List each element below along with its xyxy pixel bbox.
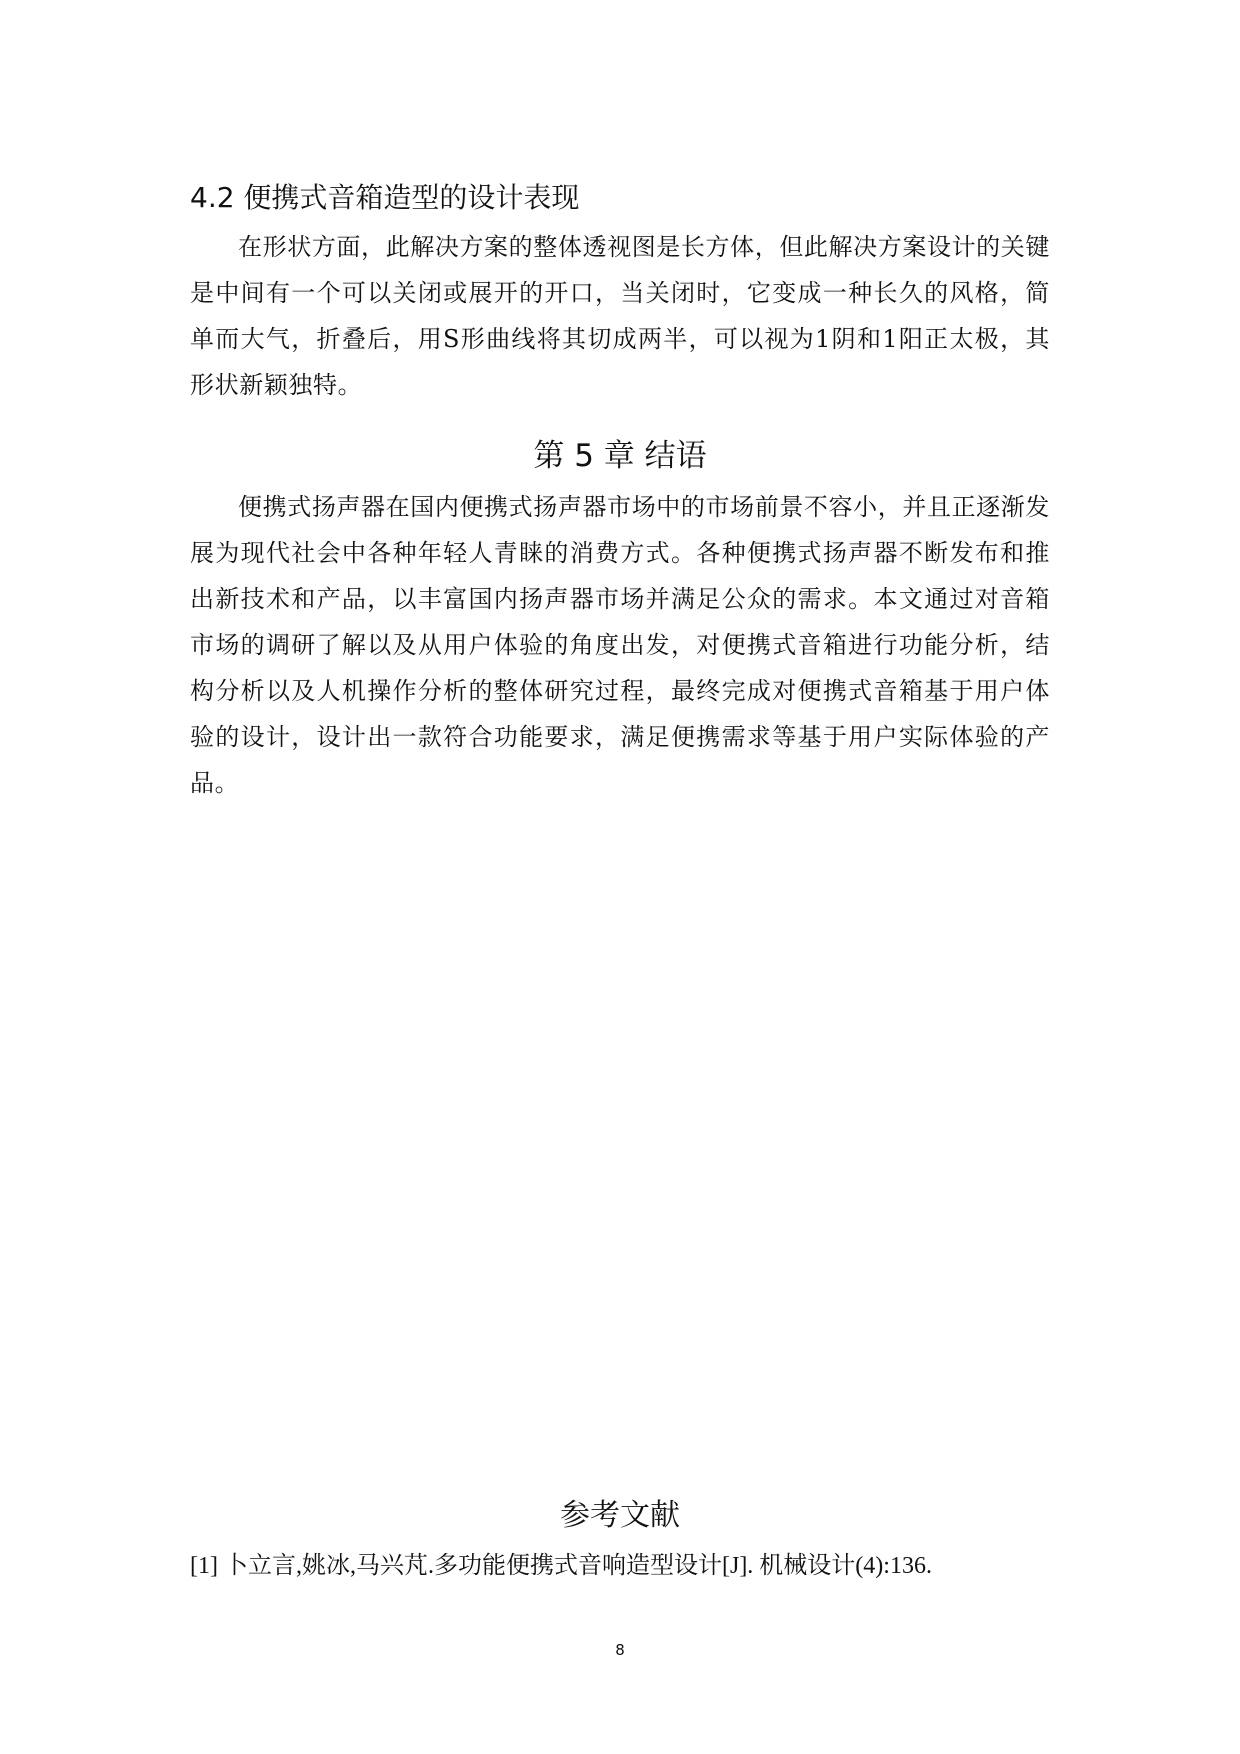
chapter-heading: 第 5 章 结语: [533, 438, 707, 474]
reference-list: [190, 1549, 1070, 1583]
references-heading: 参考文献: [560, 1498, 680, 1533]
conclusion-paragraph: 便携式扬声器在国内便携式扬声器市场中的市场前景不容小，并且正逐渐发展为现代社会中各种年轻人青睐的消费方式。各种便携式扬声器不断发布和推出新技术和产品，以丰富国内扬声器市场并满足公众的需求。本文通过对音箱市场的调研了解以及从用户体验的角度出发，对便携式音箱进行功能分析，结构分析以及人机操作分析的整体研究过程，最终完成对便携式音箱基于用户体验的设计，设计出一款符合功能要求，满足便携需求等基于用户实际体验的产品。: [190, 493, 1050, 797]
reference-item: [1] 卜立言,姚冰,马兴芃.多功能便携式音响造型设计[J]. 机械设计(4):136.: [190, 1553, 932, 1579]
section-paragraph: 在形状方面，此解决方案的整体透视图是长方体，但此解决方案设计的关键是中间有一个可以关闭或展开的开口，当关闭时，它变成一种长久的风格，简单而大气，折叠后，用S形曲线将其切成两半，可以视为1阴和1阳正太极，其形状新颖独特。: [190, 233, 1050, 399]
section-heading: 4.2 便携式音箱造型的设计表现: [190, 181, 580, 214]
page-number: 8: [615, 1641, 625, 1659]
